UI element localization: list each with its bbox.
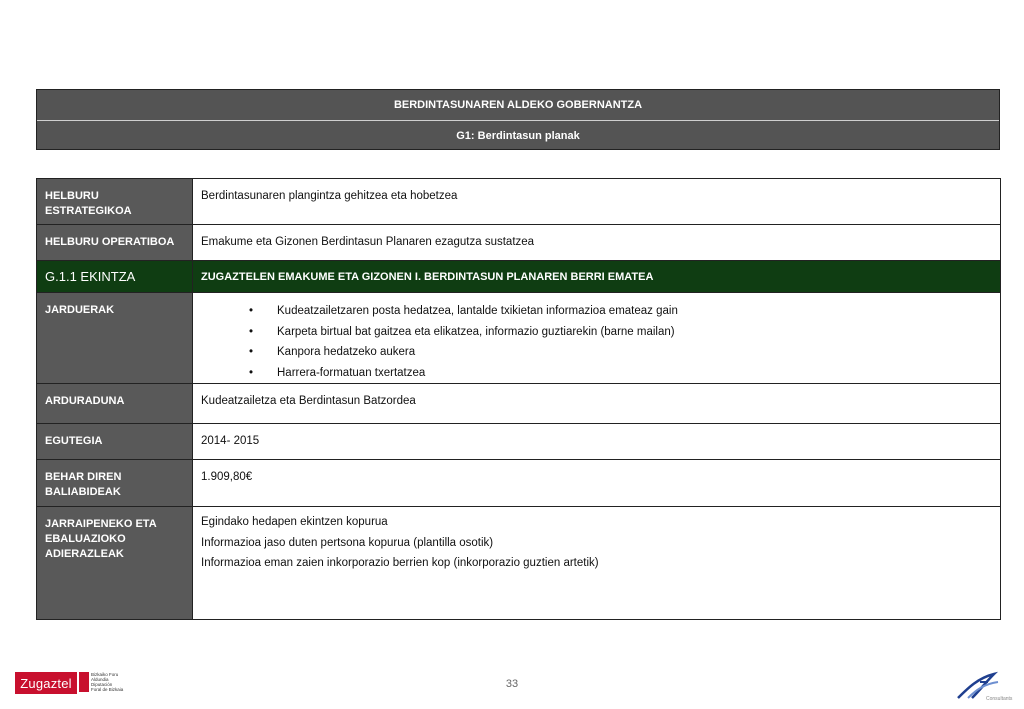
header-title: BERDINTASUNAREN ALDEKO GOBERNANTZA: [393, 99, 643, 111]
activities-label-cell: [37, 293, 193, 384]
list-item: • Karpeta birtual bat gaitzea eta elikatzea, informazio guztiarekin (barne mailan): [249, 322, 992, 343]
strategic-label: HELBURU ESTRATEGIKOA: [45, 190, 132, 217]
strategic-value: Berdintasunaren plangintza gehitzea eta hobetzea: [201, 190, 458, 202]
resources-row: [37, 460, 1001, 507]
action-row: [37, 261, 1001, 293]
operative-value: Emakume eta Gizonen Berdintasun Planaren ezagutza sustatzea: [201, 236, 535, 248]
bullet-icon: •: [249, 366, 254, 379]
action-value: ZUGAZTELEN EMAKUME ETA GIZONEN I. BERDINTASUN PLANAREN BERRI EMATEA: [201, 270, 654, 283]
bizkaia-logo-text: Bizkaiko Foru Aldundia Diputación Foral de Bizkaia: [91, 672, 124, 692]
list-item: • Kudeatzailetzaren posta hedatzea, lantalde txikietan informazioa emateaz gain: [249, 301, 992, 322]
responsible-value: Kudeatzailetza eta Berdintasun Batzordea: [201, 395, 416, 407]
list-item: Informazioa eman zaien inkorporazio berrien kop (inkorporazio guztien artetik): [201, 557, 599, 569]
calendar-value-cell: [193, 424, 1001, 460]
bullet-icon: •: [249, 325, 254, 338]
operative-value-cell: [193, 225, 1001, 261]
action-label: G.1.1 EKINTZA: [45, 269, 136, 284]
consultants-label: Consultants: [986, 696, 1013, 702]
calendar-row: [37, 424, 1001, 460]
list-item: Egindako hedapen ekintzen kopurua: [201, 516, 388, 528]
list-item: • Harrera-formatuan txertatzea: [249, 363, 992, 384]
consultants-logo: [950, 668, 1013, 704]
calendar-label-cell: [37, 424, 193, 460]
strategic-label-cell: [37, 179, 193, 225]
activities-row: [37, 293, 1001, 384]
responsible-row: [37, 384, 1001, 424]
resources-value: 1.909,80€: [201, 471, 253, 483]
list-item: Informazioa jaso duten pertsona kopurua (plantilla osotik): [201, 536, 494, 549]
plan-table: [36, 178, 1001, 620]
resources-label-cell: [37, 460, 193, 507]
activities-label: JARDUERAK: [45, 304, 115, 316]
strategic-value-cell: [193, 179, 1001, 225]
header-subtitle: G1: Berdintasun planak: [456, 130, 580, 142]
list-item: • Kanpora hedatzeko aukera: [249, 342, 992, 363]
document-header: [36, 89, 1000, 150]
indicators-value-cell: [193, 507, 1001, 620]
indicators-list: [201, 507, 992, 574]
strategic-row: [37, 179, 1001, 225]
resources-value-cell: [193, 460, 1001, 507]
bullet-icon: •: [249, 305, 254, 317]
bullet-icon: •: [249, 346, 254, 358]
action-value-cell: [193, 261, 1001, 293]
responsible-value-cell: [193, 384, 1001, 424]
responsible-label-cell: [37, 384, 193, 424]
indicators-row: [37, 507, 1001, 620]
operative-row: [37, 225, 1001, 261]
bizkaia-shield-icon: [79, 672, 89, 692]
activities-value-cell: [193, 293, 1001, 384]
bizkaia-logo: [79, 672, 129, 694]
zugaztel-logo: Zugaztel: [15, 672, 77, 694]
operative-label-cell: [37, 225, 193, 261]
indicators-label: JARRAIPENEKO ETA EBALUAZIOKO ADIERAZLEAK: [45, 518, 157, 560]
resources-label: BEHAR DIREN BALIABIDEAK: [45, 471, 122, 498]
calendar-label: EGUTEGIA: [45, 435, 103, 447]
activities-list: [201, 293, 992, 383]
action-label-cell: [37, 261, 193, 293]
indicators-label-cell: [37, 507, 193, 620]
calendar-value: 2014- 2015: [201, 435, 260, 447]
page-number: 33: [505, 678, 519, 690]
responsible-label: ARDURADUNA: [45, 395, 125, 407]
operative-label: HELBURU OPERATIBOA: [45, 236, 175, 248]
